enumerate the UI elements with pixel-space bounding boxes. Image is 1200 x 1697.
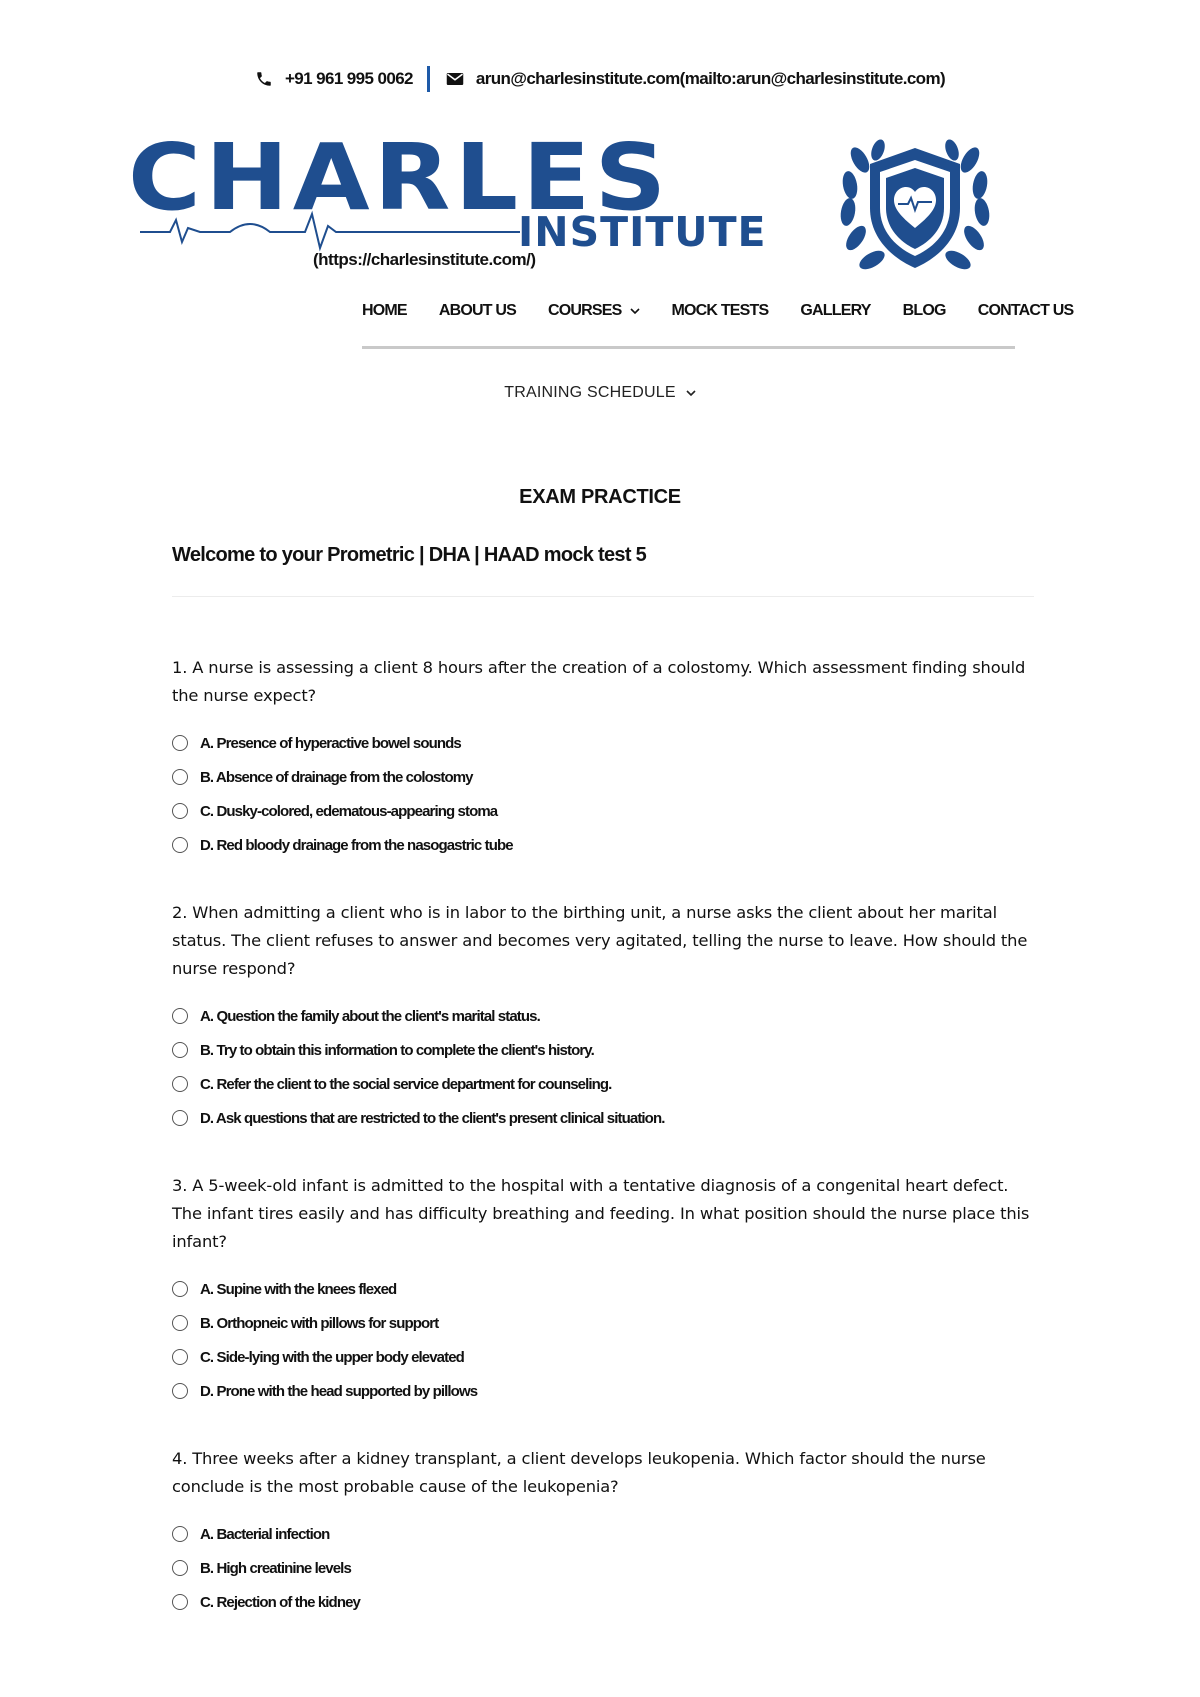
nav-mock-tests-label: MOCK TESTS: [671, 302, 769, 319]
radio-button[interactable]: [172, 1383, 188, 1399]
option-label: A. Supine with the knees flexed: [200, 1280, 397, 1298]
radio-button[interactable]: [172, 1315, 188, 1331]
answer-option[interactable]: [172, 1033, 1042, 1067]
radio-button[interactable]: [172, 1594, 188, 1610]
option-label: A. Question the family about the client's marital status.: [200, 1007, 540, 1025]
answer-option[interactable]: [172, 1306, 1042, 1340]
question-2: [172, 899, 1042, 1135]
nav-home-label: HOME: [362, 302, 407, 319]
main-nav: [362, 302, 1142, 320]
answer-option[interactable]: [172, 1067, 1042, 1101]
logo-url[interactable]: (https://charlesinstitute.com/): [313, 250, 536, 269]
radio-button[interactable]: [172, 1281, 188, 1297]
nav-courses-label: COURSES: [547, 302, 622, 319]
contact-separator: [427, 66, 430, 92]
nav-mock-tests[interactable]: [672, 302, 769, 320]
answer-option[interactable]: [172, 1374, 1042, 1408]
nav-about-us[interactable]: [439, 302, 516, 320]
answer-options: [172, 1517, 1042, 1619]
option-label: B. High creatinine levels: [200, 1559, 351, 1577]
email-link[interactable]: [446, 69, 945, 89]
radio-button[interactable]: [172, 1008, 188, 1024]
question-4: [172, 1445, 1042, 1619]
nav-contact-label: CONTACT US: [977, 302, 1074, 319]
phone-icon: [255, 70, 273, 88]
option-label: B. Orthopneic with pillows for support: [200, 1314, 439, 1332]
chevron-down-icon: [630, 308, 640, 315]
option-label: C. Refer the client to the social service department for counseling.: [200, 1075, 612, 1093]
answer-options: [172, 1272, 1042, 1408]
chevron-down-icon: [686, 390, 696, 397]
answer-options: [172, 999, 1042, 1135]
answer-option[interactable]: [172, 1551, 1042, 1585]
answer-option[interactable]: [172, 726, 1042, 760]
question-text: 2. When admitting a client who is in labor to the birthing unit, a nurse asks the client about her marital status. The client refuses to answer and becomes very agitated, telling the nurse to leave. How should the nurse respond?: [172, 903, 1028, 978]
answer-option[interactable]: [172, 794, 1042, 828]
answer-option[interactable]: [172, 760, 1042, 794]
heading-divider: [172, 596, 1034, 597]
radio-button[interactable]: [172, 1042, 188, 1058]
email-address: arun@charlesinstitute.com(mailto:arun@charlesinstitute.com): [475, 69, 946, 88]
option-label: C. Rejection of the kidney: [200, 1593, 360, 1611]
nav-courses[interactable]: [548, 302, 640, 320]
option-label: A. Presence of hyperactive bowel sounds: [200, 734, 461, 752]
nav-gallery[interactable]: [800, 302, 870, 320]
radio-button[interactable]: [172, 1110, 188, 1126]
answer-option[interactable]: [172, 999, 1042, 1033]
envelope-icon: [446, 72, 464, 86]
option-label: C. Side-lying with the upper body elevated: [200, 1348, 464, 1366]
answer-option[interactable]: [172, 1272, 1042, 1306]
option-label: D. Ask questions that are restricted to the client's present clinical situation.: [200, 1109, 665, 1127]
shield-laurel-emblem-icon: [820, 130, 1010, 290]
option-label: B. Try to obtain this information to complete the client's history.: [200, 1041, 594, 1059]
option-label: A. Bacterial infection: [200, 1525, 330, 1543]
option-label: D. Prone with the head supported by pillows: [200, 1382, 478, 1400]
question-text: 1. A nurse is assessing a client 8 hours after the creation of a colostomy. Which assessment finding should the nurse expect?: [172, 658, 1026, 705]
nav-gallery-label: GALLERY: [800, 302, 871, 319]
radio-button[interactable]: [172, 769, 188, 785]
radio-button[interactable]: [172, 837, 188, 853]
radio-button[interactable]: [172, 1526, 188, 1542]
option-label: B. Absence of drainage from the colostomy: [200, 768, 473, 786]
radio-button[interactable]: [172, 1076, 188, 1092]
answer-option[interactable]: [172, 828, 1042, 862]
training-schedule-label: TRAINING SCHEDULE: [504, 384, 676, 401]
page-title: EXAM PRACTICE: [519, 486, 681, 508]
radio-button[interactable]: [172, 735, 188, 751]
option-label: D. Red bloody drainage from the nasogastric tube: [200, 836, 513, 854]
question-text: 4. Three weeks after a kidney transplant, a client develops leukopenia. Which factor should the nurse conclude is the most probable cause of the leukopenia?: [172, 1449, 986, 1496]
answer-option[interactable]: [172, 1340, 1042, 1374]
logo-wordmark: CHARLES: [128, 124, 671, 231]
question-text: 3. A 5-week-old infant is admitted to the hospital with a tentative diagnosis of a congenital heart defect. The infant tires easily and has difficulty breathing and feeding. In what position should the nurse place this infant?: [172, 1176, 1030, 1251]
nav-blog[interactable]: [903, 302, 946, 320]
heartbeat-line-icon: [140, 206, 520, 256]
logo-subtitle: INSTITUTE: [518, 208, 767, 256]
question-3: [172, 1172, 1042, 1408]
nav-contact-us[interactable]: [978, 302, 1074, 320]
phone-link[interactable]: [255, 69, 413, 89]
radio-button[interactable]: [172, 803, 188, 819]
quiz-heading: Welcome to your Prometric | DHA | HAAD mock test 5: [172, 544, 647, 566]
question-1: [172, 654, 1042, 862]
nav-blog-label: BLOG: [902, 302, 946, 319]
answer-option[interactable]: [172, 1585, 1042, 1619]
answer-options: [172, 726, 1042, 862]
radio-button[interactable]: [172, 1349, 188, 1365]
answer-option[interactable]: [172, 1101, 1042, 1135]
nav-about-label: ABOUT US: [438, 302, 516, 319]
radio-button[interactable]: [172, 1560, 188, 1576]
answer-option[interactable]: [172, 1517, 1042, 1551]
nav-divider: [362, 346, 1015, 349]
contact-bar: [0, 66, 1200, 92]
nav-training-schedule[interactable]: [0, 384, 1200, 402]
nav-home[interactable]: [362, 302, 407, 320]
option-label: C. Dusky-colored, edematous-appearing stoma: [200, 802, 498, 820]
phone-number: +91 961 995 0062: [284, 69, 413, 88]
